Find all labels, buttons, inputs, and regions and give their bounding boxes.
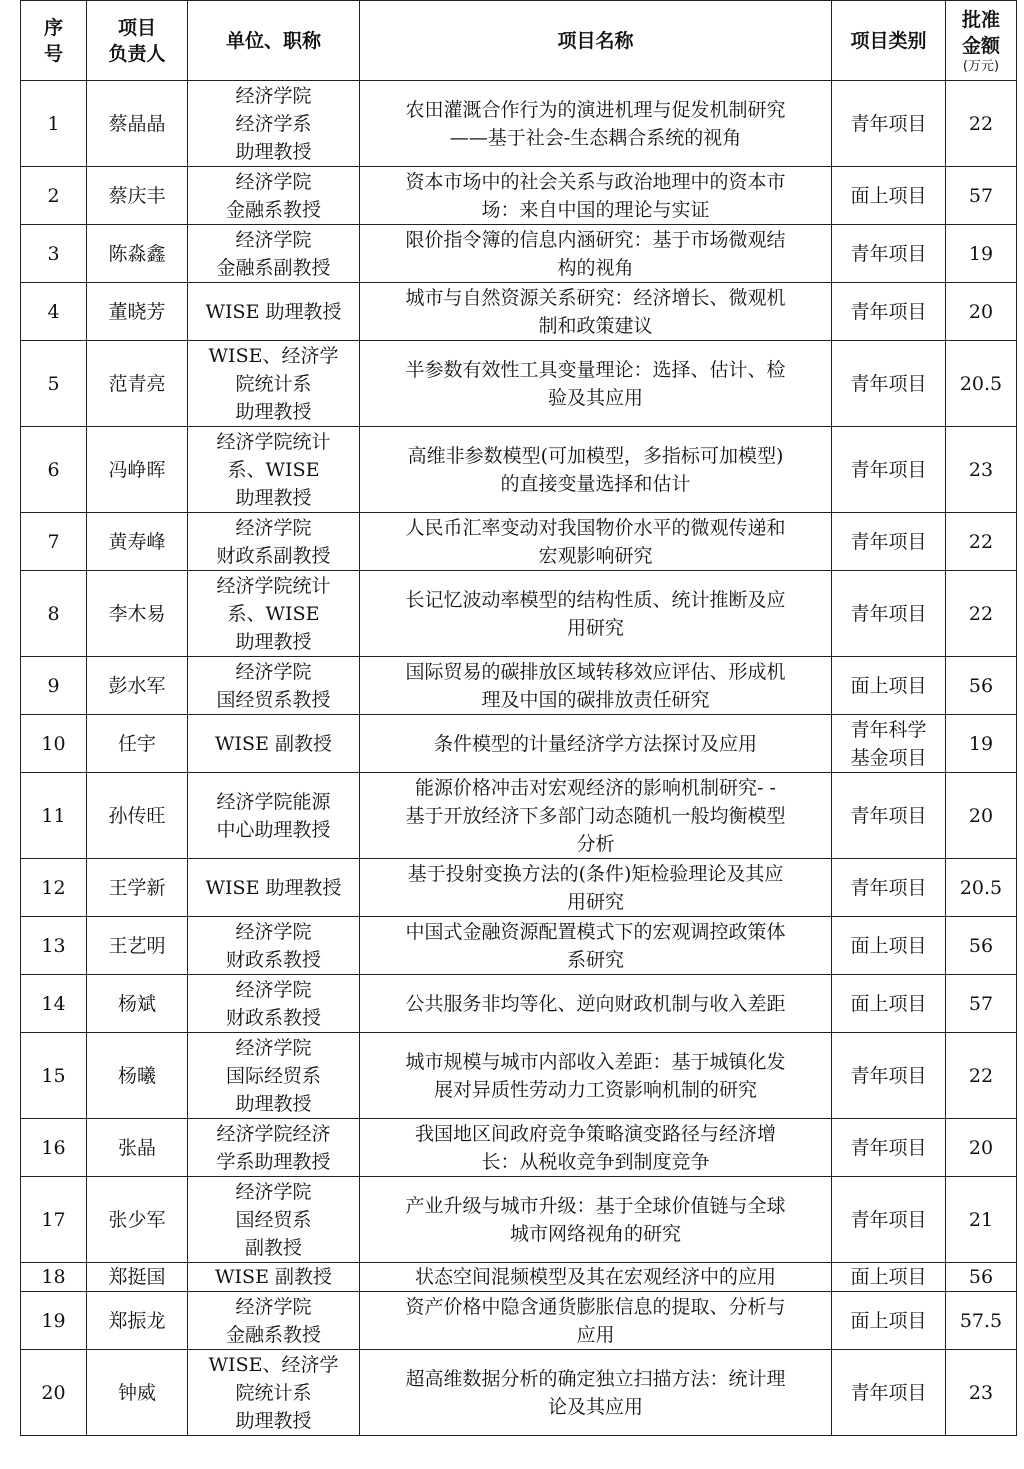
cell-seq: 16 [21,1119,87,1177]
table-row [21,225,1017,283]
cell-title: 限价指令簿的信息内涵研究：基于市场微观结 构的视角 [360,225,832,283]
header-amount-unit: (万元) [962,58,1000,74]
cell-title: 产业升级与城市升级：基于全球价值链与全球 城市网络视角的研究 [360,1177,832,1263]
cell-seq: 8 [21,571,87,657]
cell-title: 城市与自然资源关系研究：经济增长、微观机 制和政策建议 [360,283,832,341]
cell-title: 中国式金融资源配置模式下的宏观调控政策体 系研究 [360,917,832,975]
cell-seq: 2 [21,167,87,225]
cell-unit: 经济学院 国经贸系 副教授 [188,1177,360,1263]
cell-category: 青年项目 [832,859,946,917]
cell-amount: 22 [946,1033,1017,1119]
cell-seq: 15 [21,1033,87,1119]
cell-title: 人民币汇率变动对我国物价水平的微观传递和 宏观影响研究 [360,513,832,571]
cell-unit: 经济学院统计 系、WISE 助理教授 [188,571,360,657]
cell-category: 面上项目 [832,917,946,975]
table-row [21,1263,1017,1292]
cell-leader: 蔡庆丰 [87,167,188,225]
cell-title: 国际贸易的碳排放区域转移效应评估、形成机 理及中国的碳排放责任研究 [360,657,832,715]
cell-leader: 董晓芳 [87,283,188,341]
cell-leader: 杨曦 [87,1033,188,1119]
cell-seq: 6 [21,427,87,513]
cell-amount: 22 [946,513,1017,571]
cell-category: 青年项目 [832,341,946,427]
table-row [21,81,1017,167]
cell-amount: 19 [946,715,1017,773]
cell-seq: 10 [21,715,87,773]
header-leader: 项目 负责人 [87,1,188,81]
table-row [21,917,1017,975]
table-row [21,859,1017,917]
cell-leader: 蔡晶晶 [87,81,188,167]
cell-seq: 1 [21,81,87,167]
cell-title: 能源价格冲击对宏观经济的影响机制研究- - 基于开放经济下多部门动态随机一般均衡模型 分析 [360,773,832,859]
cell-unit: 经济学院统计 系、WISE 助理教授 [188,427,360,513]
header-category: 项目类别 [832,1,946,81]
cell-title: 长记忆波动率模型的结构性质、统计推断及应 用研究 [360,571,832,657]
table-row [21,1119,1017,1177]
cell-amount: 20.5 [946,859,1017,917]
table-row [21,513,1017,571]
cell-leader: 张少军 [87,1177,188,1263]
cell-unit: 经济学院 国际经贸系 助理教授 [188,1033,360,1119]
cell-title: 超高维数据分析的确定独立扫描方法：统计理 论及其应用 [360,1350,832,1436]
cell-category: 面上项目 [832,1292,946,1350]
table-row [21,1350,1017,1436]
cell-amount: 20.5 [946,341,1017,427]
cell-leader: 王学新 [87,859,188,917]
cell-category: 面上项目 [832,975,946,1033]
cell-title: 资本市场中的社会关系与政治地理中的资本市 场：来自中国的理论与实证 [360,167,832,225]
cell-leader: 钟威 [87,1350,188,1436]
cell-amount: 23 [946,1350,1017,1436]
table-row [21,975,1017,1033]
cell-title: 农田灌溉合作行为的演进机理与促发机制研究 ——基于社会-生态耦合系统的视角 [360,81,832,167]
cell-leader: 冯峥晖 [87,427,188,513]
cell-amount: 57 [946,975,1017,1033]
cell-amount: 22 [946,81,1017,167]
cell-unit: 经济学院 金融系教授 [188,1292,360,1350]
cell-unit: 经济学院 国经贸系教授 [188,657,360,715]
cell-category: 青年科学 基金项目 [832,715,946,773]
cell-seq: 14 [21,975,87,1033]
cell-leader: 任宇 [87,715,188,773]
cell-seq: 7 [21,513,87,571]
cell-category: 青年项目 [832,1033,946,1119]
cell-category: 面上项目 [832,657,946,715]
cell-leader: 陈淼鑫 [87,225,188,283]
table-row [21,341,1017,427]
cell-unit: 经济学院经济 学系助理教授 [188,1119,360,1177]
cell-seq: 4 [21,283,87,341]
cell-unit: WISE、经济学 院统计系 助理教授 [188,341,360,427]
cell-title: 条件模型的计量经济学方法探讨及应用 [360,715,832,773]
cell-title: 公共服务非均等化、逆向财政机制与收入差距 [360,975,832,1033]
cell-category: 青年项目 [832,513,946,571]
cell-amount: 23 [946,427,1017,513]
cell-unit: 经济学院 金融系教授 [188,167,360,225]
table-row [21,167,1017,225]
cell-unit: 经济学院 金融系副教授 [188,225,360,283]
cell-category: 青年项目 [832,1119,946,1177]
cell-leader: 王艺明 [87,917,188,975]
cell-title: 城市规模与城市内部收入差距：基于城镇化发 展对异质性劳动力工资影响机制的研究 [360,1033,832,1119]
cell-amount: 20 [946,773,1017,859]
cell-unit: 经济学院 财政系副教授 [188,513,360,571]
cell-seq: 20 [21,1350,87,1436]
cell-leader: 张晶 [87,1119,188,1177]
cell-unit: WISE、经济学 院统计系 助理教授 [188,1350,360,1436]
cell-amount: 56 [946,1263,1017,1292]
cell-amount: 56 [946,917,1017,975]
cell-title: 高维非参数模型(可加模型，多指标可加模型) 的直接变量选择和估计 [360,427,832,513]
cell-seq: 3 [21,225,87,283]
cell-category: 青年项目 [832,81,946,167]
table-row [21,1292,1017,1350]
cell-leader: 郑振龙 [87,1292,188,1350]
header-row [21,1,1017,81]
header-seq: 序 号 [21,1,87,81]
cell-category: 青年项目 [832,283,946,341]
cell-seq: 13 [21,917,87,975]
grant-projects-table [20,0,1017,1436]
cell-category: 面上项目 [832,1263,946,1292]
cell-seq: 17 [21,1177,87,1263]
header-title: 项目名称 [360,1,832,81]
cell-category: 青年项目 [832,773,946,859]
cell-unit: 经济学院 财政系教授 [188,975,360,1033]
cell-seq: 19 [21,1292,87,1350]
cell-title: 半参数有效性工具变量理论：选择、估计、检 验及其应用 [360,341,832,427]
cell-amount: 19 [946,225,1017,283]
cell-unit: 经济学院 经济学系 助理教授 [188,81,360,167]
cell-seq: 9 [21,657,87,715]
cell-leader: 郑挺国 [87,1263,188,1292]
table-row [21,715,1017,773]
cell-title: 基于投射变换方法的(条件)矩检验理论及其应 用研究 [360,859,832,917]
cell-amount: 57.5 [946,1292,1017,1350]
cell-category: 青年项目 [832,225,946,283]
cell-leader: 范青亮 [87,341,188,427]
cell-category: 青年项目 [832,1177,946,1263]
cell-unit: 经济学院能源 中心助理教授 [188,773,360,859]
cell-seq: 5 [21,341,87,427]
table-row [21,657,1017,715]
header-amount: 批准 金额 (万元) [946,1,1017,81]
table-row [21,1177,1017,1263]
cell-unit: WISE 副教授 [188,715,360,773]
cell-leader: 彭水军 [87,657,188,715]
cell-seq: 11 [21,773,87,859]
cell-amount: 20 [946,1119,1017,1177]
cell-amount: 57 [946,167,1017,225]
cell-unit: 经济学院 财政系教授 [188,917,360,975]
cell-title: 资产价格中隐含通货膨胀信息的提取、分析与 应用 [360,1292,832,1350]
cell-unit: WISE 副教授 [188,1263,360,1292]
cell-title: 状态空间混频模型及其在宏观经济中的应用 [360,1263,832,1292]
cell-seq: 18 [21,1263,87,1292]
cell-leader: 李木易 [87,571,188,657]
table-row [21,571,1017,657]
cell-title: 我国地区间政府竞争策略演变路径与经济增 长：从税收竞争到制度竞争 [360,1119,832,1177]
cell-category: 青年项目 [832,1350,946,1436]
cell-seq: 12 [21,859,87,917]
cell-amount: 22 [946,571,1017,657]
cell-category: 青年项目 [832,571,946,657]
table-row [21,773,1017,859]
cell-amount: 20 [946,283,1017,341]
cell-unit: WISE 助理教授 [188,283,360,341]
cell-leader: 黄寿峰 [87,513,188,571]
table-row [21,427,1017,513]
cell-amount: 56 [946,657,1017,715]
cell-leader: 孙传旺 [87,773,188,859]
cell-amount: 21 [946,1177,1017,1263]
table-row [21,1033,1017,1119]
table-row [21,283,1017,341]
cell-leader: 杨斌 [87,975,188,1033]
cell-category: 面上项目 [832,167,946,225]
cell-category: 青年项目 [832,427,946,513]
cell-unit: WISE 助理教授 [188,859,360,917]
header-unit: 单位、职称 [188,1,360,81]
